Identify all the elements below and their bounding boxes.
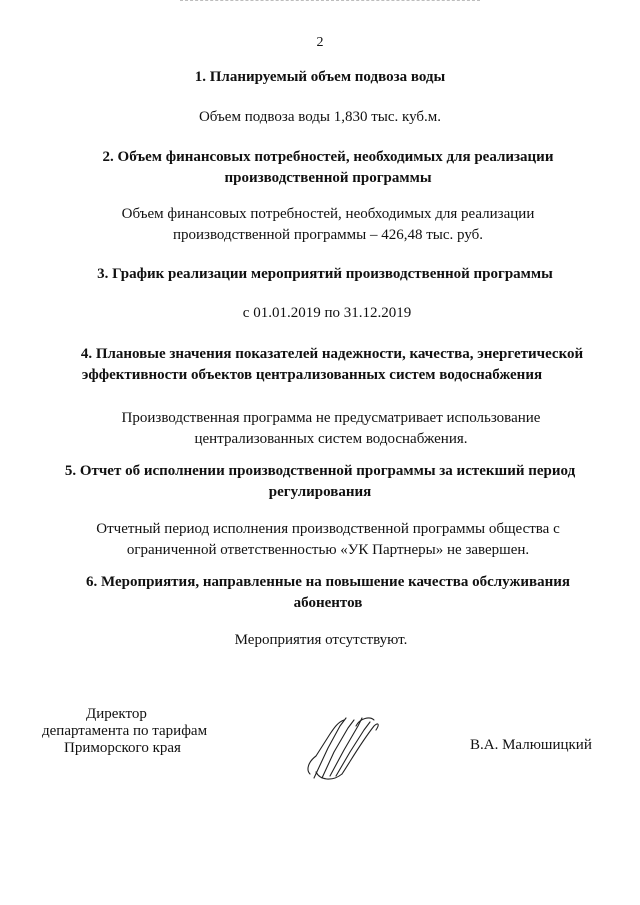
signer-title-line-3: Приморского края	[64, 740, 181, 756]
page-number: 2	[316, 35, 324, 50]
section-4-body-line-1: Производственная программа не предусматривает использование	[121, 410, 541, 426]
section-3-heading	[0, 264, 640, 285]
handwritten-signature	[300, 712, 385, 787]
section-5-heading-line-1: 5. Отчет об исполнении производственной программы за истекший период	[64, 463, 576, 479]
signer-name: В.А. Малюшицкий	[470, 737, 592, 753]
section-4-heading	[0, 344, 640, 386]
section-5-heading	[0, 461, 640, 503]
section-4-heading-line-2: эффективности объектов централизованных систем водоснабжения	[81, 367, 543, 383]
section-4-body-line-2: централизованных систем водоснабжения.	[194, 431, 468, 447]
section-5-body-line-1: Отчетный период исполнения производственной программы общества с	[96, 521, 560, 537]
section-6-heading-line-1: 6. Мероприятия, направленные на повышение качества обслуживания	[85, 574, 570, 590]
signer-title-line-1: Директор	[86, 706, 147, 722]
section-2-heading	[0, 147, 640, 189]
section-2-heading-line-2: производственной программы	[224, 170, 432, 186]
signer-title-line-2: департамента по тарифам	[42, 723, 208, 739]
section-2-body-line-2: производственной программы – 426,48 тыс. руб.	[172, 227, 484, 243]
section-5-body-line-2: ограниченной ответственностью «УК Партнеры» не завершен.	[126, 542, 530, 558]
section-5-body	[0, 519, 640, 561]
section-2-body-line-1: Объем финансовых потребностей, необходимых для реализации	[121, 206, 535, 222]
section-1-body	[0, 107, 640, 128]
section-5-heading-line-2: регулирования	[268, 484, 372, 500]
section-6-body-line-1: Мероприятия отсутствуют.	[234, 632, 408, 648]
section-2-heading-line-1: 2. Объем финансовых потребностей, необходимых для реализации	[102, 149, 554, 165]
section-2-body	[0, 204, 640, 246]
section-6-heading	[0, 572, 640, 614]
section-1-body-line-1: Объем подвоза воды 1,830 тыс. куб.м.	[198, 109, 442, 125]
section-4-heading-line-1: 4. Плановые значения показателей надежности, качества, энергетической	[80, 346, 584, 362]
section-3-heading-line-1: 3. График реализации мероприятий производственной программы	[97, 266, 553, 282]
section-4-body	[0, 408, 640, 450]
signer-title	[30, 706, 230, 757]
section-6-heading-line-2: абонентов	[293, 595, 363, 611]
section-6-body	[0, 630, 640, 651]
section-3-body-line-1: с 01.01.2019 по 31.12.2019	[242, 305, 412, 321]
section-1-heading-line-1: 1. Планируемый объем подвоза воды	[194, 69, 446, 85]
section-1-heading	[0, 67, 640, 88]
scan-edge-mark	[180, 0, 480, 4]
section-3-body	[0, 303, 640, 324]
